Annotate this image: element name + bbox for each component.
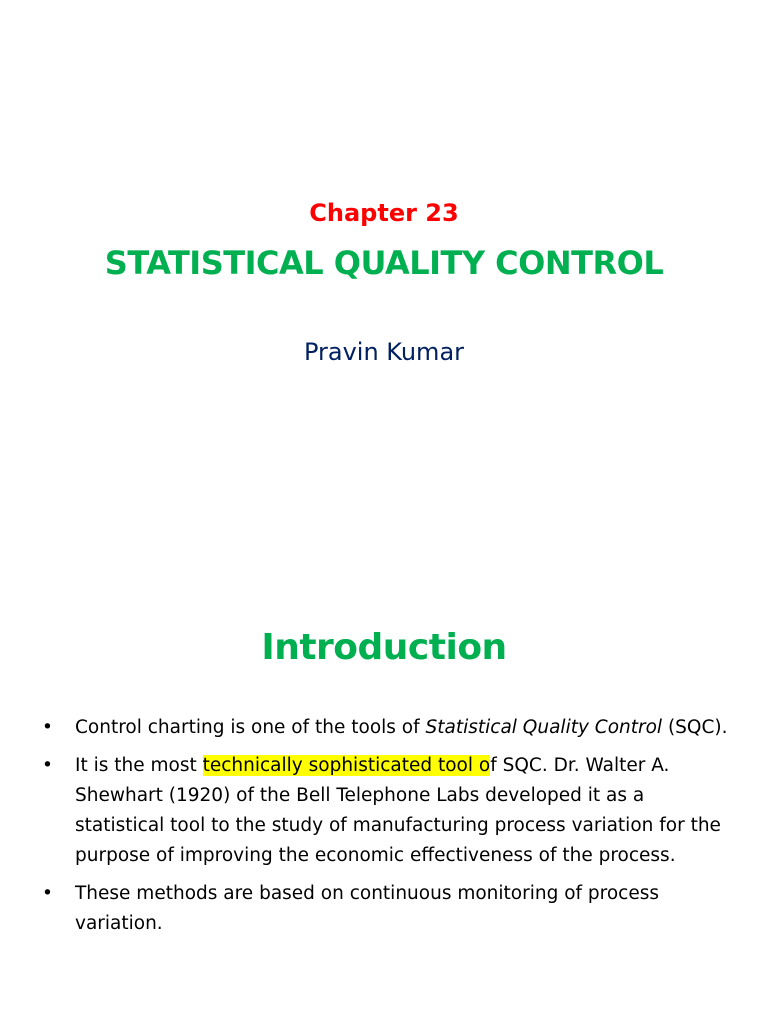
- slide-title: STATISTICAL QUALITY CONTROL: [104, 244, 664, 282]
- bullet-italic-text: Statistical Quality Control: [425, 717, 663, 738]
- highlighted-text: technically sophisticated tool o: [202, 755, 491, 776]
- bullet-list: [40, 713, 730, 947]
- bullet-text: f SQC. Dr. Walter A. Shewhart (1920) of the Bell Telephone Labs developed it as a statistical tool to the study of manufacturing process variation for the purpose of improving the economic effectiveness of the process.: [75, 755, 721, 866]
- bullet-item: [40, 751, 730, 871]
- bullet-text: It is the most: [75, 755, 203, 776]
- bullet-text: These methods are based on continuous monitoring of process variation.: [75, 883, 660, 934]
- author-name: Pravin Kumar: [303, 338, 465, 366]
- bullet-item: [40, 713, 730, 743]
- bullet-marker: •: [42, 755, 53, 776]
- bullet-marker: •: [42, 717, 53, 738]
- bullet-marker: •: [42, 883, 53, 904]
- section-heading: Introduction: [261, 627, 507, 668]
- bullet-text: Control charting is one of the tools of: [75, 717, 426, 738]
- bullet-text: (SQC).: [662, 717, 728, 738]
- chapter-label: Chapter 23: [309, 199, 459, 227]
- bullet-item: [40, 879, 730, 939]
